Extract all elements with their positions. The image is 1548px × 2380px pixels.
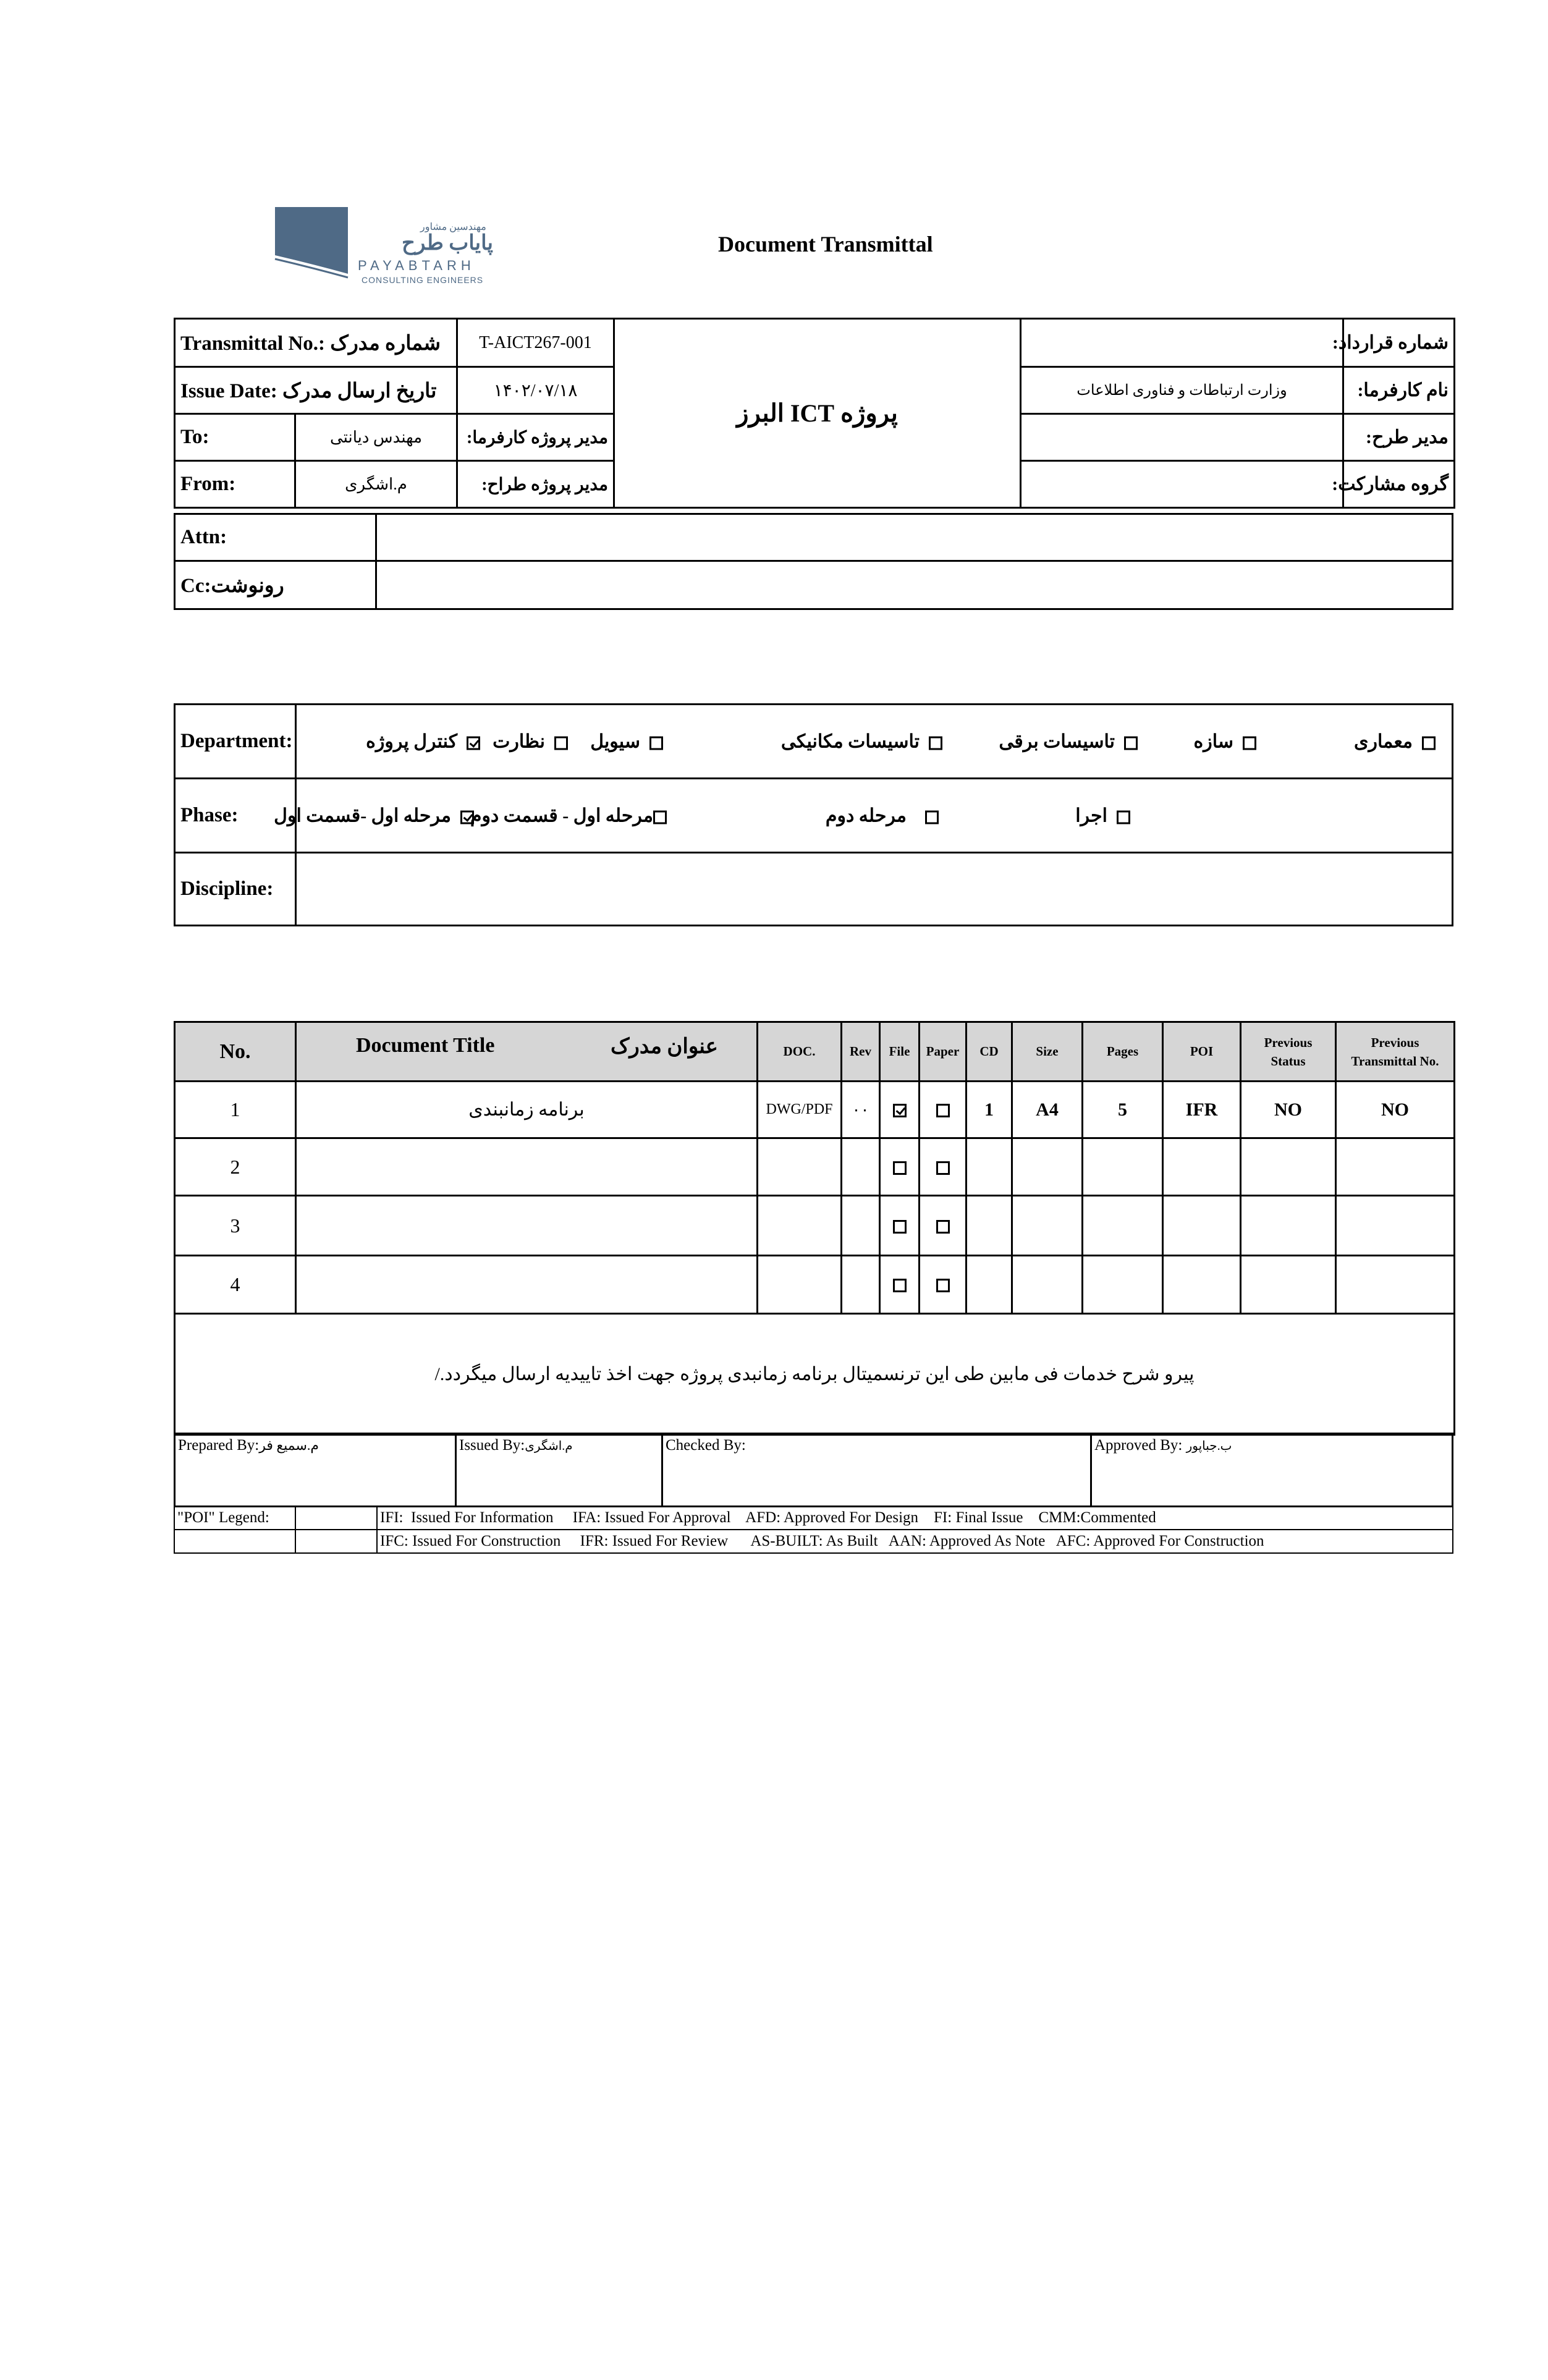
col-header-doc: DOC. bbox=[758, 1022, 842, 1082]
checkbox[interactable] bbox=[1124, 736, 1138, 750]
checkbox[interactable] bbox=[653, 810, 667, 824]
row-poi bbox=[1163, 1196, 1241, 1256]
dept-option-label: کنترل پروژه bbox=[366, 731, 457, 752]
row-doc bbox=[758, 1138, 842, 1196]
poi-legend-table bbox=[174, 1505, 1453, 1554]
issued-by-value: م.اشگری bbox=[525, 1439, 573, 1453]
project-title: پروژه ICT البرز bbox=[614, 319, 1021, 508]
plan-manager-value bbox=[1021, 414, 1343, 461]
paper-checkbox[interactable] bbox=[936, 1161, 950, 1175]
row-doc bbox=[758, 1256, 842, 1314]
classification-table bbox=[174, 703, 1453, 926]
row-no: 4 bbox=[175, 1256, 296, 1314]
row-cd bbox=[966, 1196, 1012, 1256]
row-cd bbox=[966, 1256, 1012, 1314]
dept-option-label: سازه bbox=[1193, 731, 1233, 752]
phase-option-execution[interactable] bbox=[1075, 805, 1130, 826]
documents-table bbox=[174, 1021, 1455, 1436]
designer-pm-label: مدیر پروژه طراح: bbox=[457, 461, 614, 508]
partnership-value bbox=[1021, 461, 1343, 508]
discipline-label: Discipline: bbox=[175, 853, 296, 926]
row-title bbox=[296, 1138, 758, 1196]
row-rev: ۰۰ bbox=[842, 1082, 880, 1138]
file-checkbox[interactable] bbox=[893, 1220, 907, 1234]
prepared-by bbox=[175, 1434, 456, 1507]
dept-option-mechanical[interactable] bbox=[781, 731, 942, 752]
legend-label: "POI" Legend: bbox=[174, 1506, 295, 1530]
row-prev-status bbox=[1241, 1196, 1336, 1256]
from-label: From: bbox=[175, 461, 295, 508]
col-header-file: File bbox=[880, 1022, 920, 1082]
documents-header-row bbox=[175, 1022, 1455, 1082]
col-header-prev-transmittal bbox=[1336, 1022, 1455, 1082]
col-header-no: No. bbox=[175, 1022, 296, 1082]
row-file bbox=[880, 1196, 920, 1256]
row-poi: IFR bbox=[1163, 1082, 1241, 1138]
logo-fa: پایاب طرح bbox=[402, 232, 493, 255]
attn-value bbox=[376, 514, 1453, 561]
legend-line-1: IFI: Issued For Information IFA: Issued For Approval AFD: Approved For Design FI: Final Issue CMM:Commented bbox=[377, 1506, 1453, 1530]
checkbox[interactable] bbox=[649, 736, 663, 750]
logo-en-sub: CONSULTING ENGINEERS bbox=[362, 275, 484, 285]
employer-value: وزارت ارتباطات و فناوری اطلاعات bbox=[1021, 367, 1343, 414]
dept-option-label: سیویل bbox=[590, 731, 640, 752]
table-row bbox=[175, 1082, 1455, 1138]
row-size bbox=[1012, 1138, 1083, 1196]
dept-option-label: تاسیسات مکانیکی bbox=[780, 731, 920, 752]
row-prev-transmittal: NO bbox=[1336, 1082, 1455, 1138]
issue-date-label: Issue Date: تاریخ ارسال مدرک bbox=[175, 367, 457, 414]
info-table bbox=[174, 318, 1455, 509]
dept-option-structure[interactable] bbox=[1194, 731, 1256, 752]
attn-label: Attn: bbox=[175, 514, 376, 561]
approved-by-value: ب.جباپور bbox=[1186, 1439, 1232, 1453]
legend-line-2: IFC: Issued For Construction IFR: Issued For Review AS-BUILT: As Built AAN: Approved As Note AFC: Approved For Construction bbox=[377, 1530, 1453, 1553]
checkbox[interactable] bbox=[929, 736, 942, 750]
row-size bbox=[1012, 1196, 1083, 1256]
row-pages bbox=[1083, 1138, 1163, 1196]
company-logo bbox=[275, 207, 510, 287]
row-paper bbox=[920, 1082, 966, 1138]
row-doc bbox=[758, 1196, 842, 1256]
row-doc: DWG/PDF bbox=[758, 1082, 842, 1138]
row-cd: 1 bbox=[966, 1082, 1012, 1138]
col-header-paper: Paper bbox=[920, 1022, 966, 1082]
department-label: Department: bbox=[175, 705, 296, 779]
file-checkbox[interactable] bbox=[893, 1161, 907, 1175]
contract-no-label: شماره قرارداد: bbox=[1343, 319, 1455, 367]
col-header-prev-trans-line1: Previous bbox=[1371, 1035, 1419, 1050]
phase-option-label: مرحله دوم bbox=[825, 805, 907, 826]
row-prev-status bbox=[1241, 1256, 1336, 1314]
employer-label: نام کارفرما: bbox=[1343, 367, 1455, 414]
phase-option-stage1-part1[interactable] bbox=[274, 805, 474, 826]
contract-no-value bbox=[1021, 319, 1343, 367]
row-prev-status bbox=[1241, 1138, 1336, 1196]
logo-fa-small: مهندسین مشاور bbox=[420, 222, 486, 232]
checkbox[interactable] bbox=[925, 810, 939, 824]
prepared-by-label: Prepared By: bbox=[178, 1437, 260, 1454]
row-cd bbox=[966, 1138, 1012, 1196]
approved-by bbox=[1091, 1434, 1453, 1507]
department-options bbox=[296, 705, 1453, 779]
logo-mark-icon bbox=[275, 207, 348, 284]
checkbox[interactable] bbox=[1422, 736, 1436, 750]
from-value: م.اشگری bbox=[295, 461, 457, 508]
table-row bbox=[175, 1256, 1455, 1314]
col-header-title-fa: عنوان مدرک bbox=[611, 1035, 718, 1058]
row-title bbox=[296, 1196, 758, 1256]
row-poi bbox=[1163, 1138, 1241, 1196]
col-header-pages: Pages bbox=[1083, 1022, 1163, 1082]
page-title: Document Transmittal bbox=[718, 232, 933, 256]
legend-label-empty bbox=[174, 1530, 295, 1553]
checkbox[interactable] bbox=[467, 736, 480, 750]
legend-spacer bbox=[295, 1530, 377, 1553]
partnership-label: گروه مشارکت: bbox=[1343, 461, 1455, 508]
col-header-prev-status-line2: Status bbox=[1271, 1053, 1306, 1069]
col-header-cd: CD bbox=[966, 1022, 1012, 1082]
client-pm-label: مدیر پروژه کارفرما: bbox=[457, 414, 614, 461]
checked-by bbox=[662, 1434, 1091, 1507]
checkbox[interactable] bbox=[554, 736, 568, 750]
col-header-title bbox=[296, 1022, 758, 1082]
row-prev-transmittal bbox=[1336, 1256, 1455, 1314]
row-file bbox=[880, 1256, 920, 1314]
phase-option-label: مرحله اول - قسمت دوم bbox=[470, 805, 653, 826]
dept-option-label: نظارت bbox=[493, 731, 545, 752]
row-prev-transmittal bbox=[1336, 1196, 1455, 1256]
table-row bbox=[175, 1138, 1455, 1196]
transmittal-note: پیرو شرح خدمات فی مابین طی این ترنسمیتال برنامه زمانبدی پروژه جهت اخذ تاییدیه ارسال میگردد./ bbox=[175, 1314, 1455, 1435]
discipline-value bbox=[296, 853, 1453, 926]
to-value: مهندس دیانتی bbox=[295, 414, 457, 461]
table-row bbox=[175, 1196, 1455, 1256]
dept-option-project-control[interactable] bbox=[366, 731, 480, 752]
row-title: برنامه زمانبندی bbox=[296, 1082, 758, 1138]
row-prev-transmittal bbox=[1336, 1138, 1455, 1196]
issue-date-value: ۱۴۰۲/۰۷/۱۸ bbox=[457, 367, 614, 414]
checkbox[interactable] bbox=[460, 810, 474, 824]
cc-label: Cc:رونوشت bbox=[175, 561, 376, 609]
dept-option-label: تاسیسات برقی bbox=[999, 731, 1115, 752]
plan-manager-label: مدیر طرح: bbox=[1343, 414, 1455, 461]
file-checkbox[interactable] bbox=[893, 1104, 907, 1117]
row-poi bbox=[1163, 1256, 1241, 1314]
col-header-poi: POI bbox=[1163, 1022, 1241, 1082]
checkbox[interactable] bbox=[1243, 736, 1256, 750]
checked-by-label: Checked By: bbox=[666, 1437, 746, 1454]
to-label: To: bbox=[175, 414, 295, 461]
logo-en: PAYABTARH bbox=[358, 258, 475, 273]
file-checkbox[interactable] bbox=[893, 1279, 907, 1292]
phase-options bbox=[274, 779, 1453, 853]
issued-by-label: Issued By: bbox=[459, 1437, 525, 1454]
row-title bbox=[296, 1256, 758, 1314]
paper-checkbox[interactable] bbox=[936, 1104, 950, 1117]
row-paper bbox=[920, 1138, 966, 1196]
checkbox[interactable] bbox=[1117, 810, 1130, 824]
phase-label: Phase: bbox=[175, 779, 296, 853]
col-header-title-en: Document Title bbox=[356, 1034, 495, 1057]
dept-option-civil[interactable] bbox=[590, 731, 663, 752]
phase-option-label: مرحله اول -قسمت اول bbox=[274, 805, 451, 826]
phase-option-stage1-part2[interactable] bbox=[470, 805, 667, 826]
row-size bbox=[1012, 1256, 1083, 1314]
dept-option-electrical[interactable] bbox=[999, 731, 1138, 752]
row-no: 2 bbox=[175, 1138, 296, 1196]
row-rev bbox=[842, 1256, 880, 1314]
signatures-table bbox=[174, 1433, 1453, 1507]
transmittal-no-value: T-AICT267-001 bbox=[457, 319, 614, 367]
legend-spacer bbox=[295, 1506, 377, 1530]
row-prev-status: NO bbox=[1241, 1082, 1336, 1138]
col-header-rev: Rev bbox=[842, 1022, 880, 1082]
prepared-by-value: م.سمیع فر bbox=[259, 1438, 319, 1453]
row-no: 3 bbox=[175, 1196, 296, 1256]
row-file bbox=[880, 1082, 920, 1138]
dept-option-architecture[interactable] bbox=[1354, 731, 1436, 752]
col-header-prev-status-line1: Previous bbox=[1264, 1035, 1313, 1050]
col-header-size: Size bbox=[1012, 1022, 1083, 1082]
note-row bbox=[175, 1314, 1455, 1435]
phase-option-second-stage[interactable] bbox=[826, 805, 939, 826]
row-paper bbox=[920, 1196, 966, 1256]
col-header-prev-trans-line2: Transmittal No. bbox=[1351, 1053, 1439, 1069]
approved-by-label: Approved By: bbox=[1094, 1437, 1183, 1454]
row-pages bbox=[1083, 1196, 1163, 1256]
cc-value bbox=[376, 561, 1453, 609]
phase-option-label: اجرا bbox=[1075, 805, 1107, 826]
row-pages bbox=[1083, 1256, 1163, 1314]
row-rev bbox=[842, 1196, 880, 1256]
row-file bbox=[880, 1138, 920, 1196]
row-size: A4 bbox=[1012, 1082, 1083, 1138]
row-no: 1 bbox=[175, 1082, 296, 1138]
attn-cc-table bbox=[174, 513, 1453, 610]
dept-option-supervision[interactable] bbox=[493, 731, 568, 752]
row-pages: 5 bbox=[1083, 1082, 1163, 1138]
paper-checkbox[interactable] bbox=[936, 1279, 950, 1292]
paper-checkbox[interactable] bbox=[936, 1220, 950, 1234]
row-rev bbox=[842, 1138, 880, 1196]
col-header-prev-status bbox=[1241, 1022, 1336, 1082]
dept-option-label: معماری bbox=[1354, 731, 1413, 752]
transmittal-no-label: Transmittal No.: شماره مدرک bbox=[175, 319, 457, 367]
issued-by bbox=[456, 1434, 662, 1507]
row-paper bbox=[920, 1256, 966, 1314]
